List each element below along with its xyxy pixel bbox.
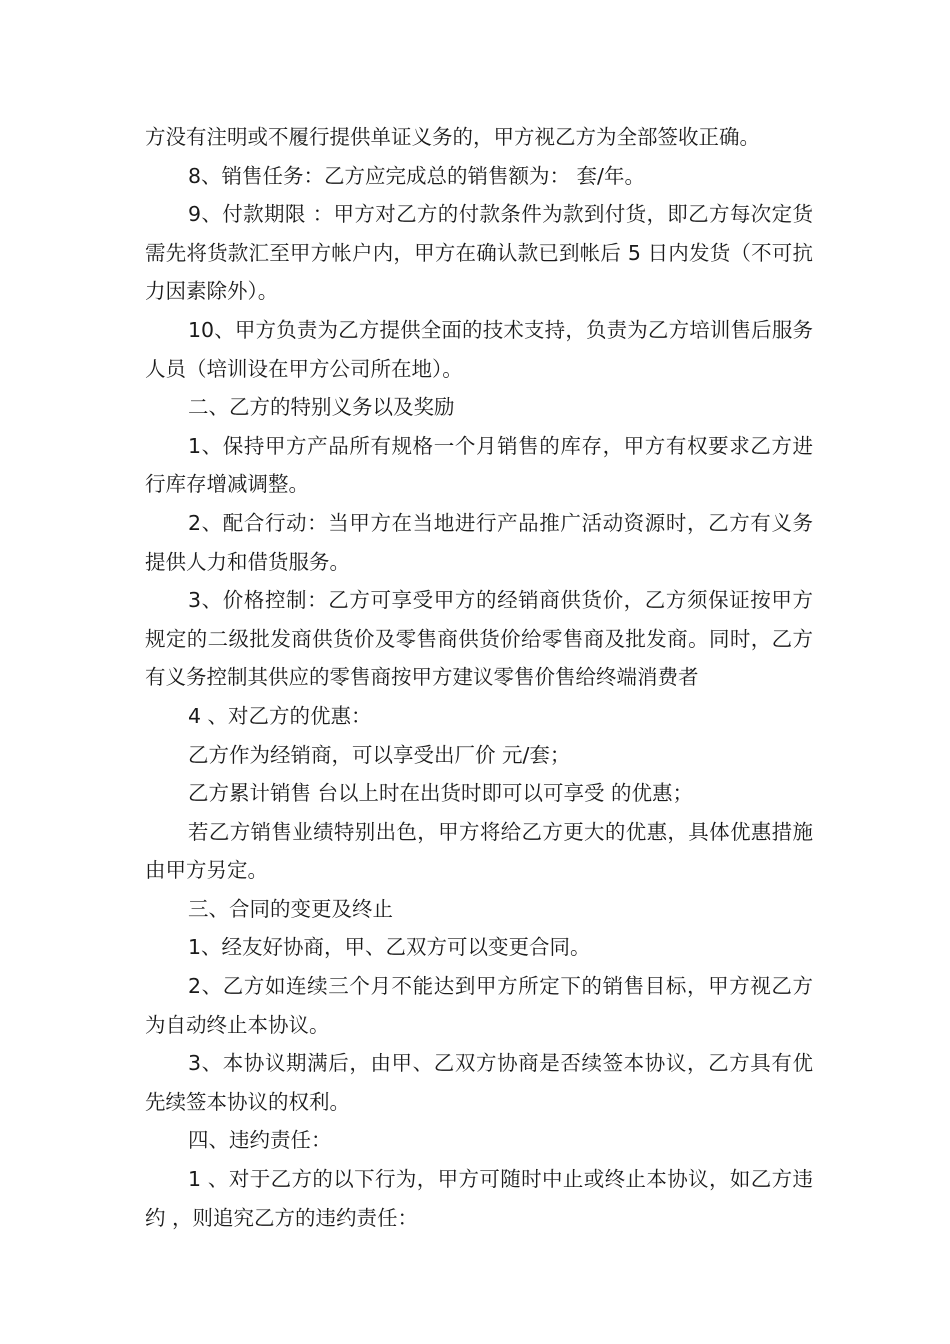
section-heading-liability: 四、违约责任： [188, 1128, 332, 1153]
paragraph-price-control: 3、价格控制：乙方可享受甲方的经销商供货价，乙方须保证按甲方规定的二级批发商供货价及零售商供货价给零售商及批发商。同时，乙方有义务控制其供应的零售商按甲方建议零售价售给终端消费者 [145, 588, 813, 690]
paragraph-continuation: 方没有注明或不履行提供单证义务的，甲方视乙方为全部签收正确。 [145, 125, 760, 149]
paragraph-amendment: 1、经友好协商，甲、乙双方可以变更合同。 [188, 935, 591, 960]
paragraph-technical-support: 10、甲方负责为乙方提供全面的技术支持，负责为乙方培训售后服务人员（培训设在甲方公司所在地）。 [145, 317, 813, 381]
paragraph-termination: 2、乙方如连续三个月不能达到甲方所定下的销售目标，甲方视乙方为自动终止本协议。 [145, 974, 813, 1037]
paragraph-discounts-heading: 4 、对乙方的优惠： [188, 703, 372, 728]
document-body [145, 118, 813, 1237]
paragraph-breach: 1 、对于乙方的以下行为，甲方可随时中止或终止本协议，如乙方违约 ，则追究乙方的违约责任： [145, 1167, 813, 1230]
paragraph-extra-discount: 若乙方销售业绩特别出色，甲方将给乙方更大的优惠，具体优惠措施由甲方另定。 [145, 819, 813, 883]
paragraph-inventory: 1、保持甲方产品所有规格一个月销售的库存，甲方有权要求乙方进行库存增减调整。 [145, 433, 813, 497]
paragraph-factory-price: 乙方作为经销商，可以享受出厂价 元/套； [188, 742, 571, 767]
section-heading-changes: 三、合同的变更及终止 [188, 896, 393, 921]
paragraph-volume-discount: 乙方累计销售 台以上时在出货时即可以可享受 的优惠； [188, 781, 694, 806]
paragraph-sales-target: 8、销售任务：乙方应完成总的销售额为： 套/年。 [188, 163, 645, 188]
paragraph-renewal: 3、本协议期满后，由甲、乙双方协商是否续签本协议，乙方具有优先续签本协议的权利。 [145, 1051, 813, 1114]
section-heading-obligations: 二、乙方的特别义务以及奖励 [188, 395, 455, 420]
paragraph-payment-terms: 9、付款期限 ：甲方对乙方的付款条件为款到付货，即乙方每次定货需先将货款汇至甲方帐户内，甲方在确认款已到帐后 5 日内发货（不可抗力因素除外）。 [145, 202, 813, 304]
paragraph-cooperation: 2、配合行动：当甲方在当地进行产品推广活动资源时，乙方有义务提供人力和借货服务。 [145, 510, 813, 574]
